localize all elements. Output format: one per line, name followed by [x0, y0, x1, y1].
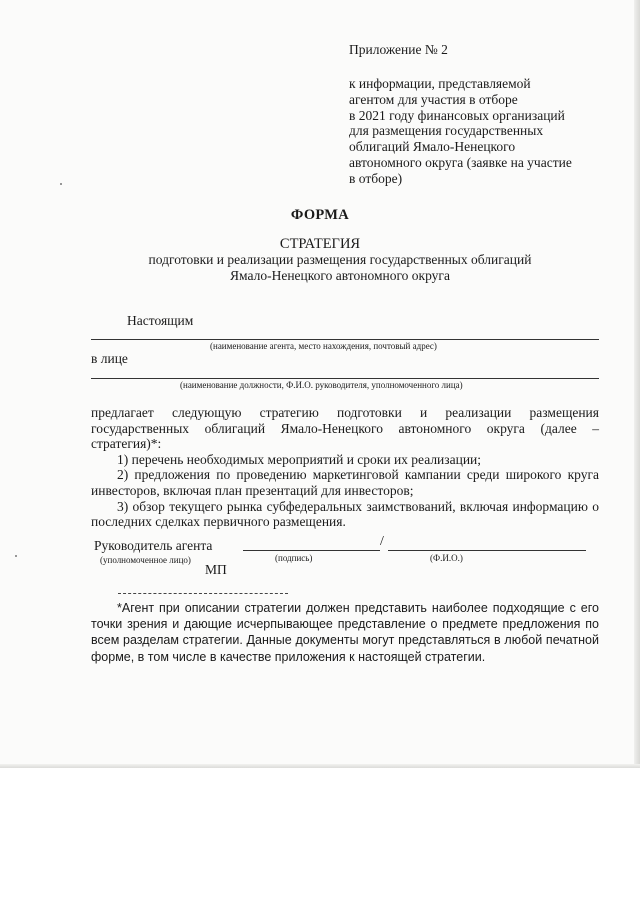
agent-caption: (наименование агента, место нахождения, почтовый адрес): [210, 341, 437, 351]
position-caption: (наименование должности, Ф.И.О. руководителя, уполномоченного лица): [180, 380, 463, 390]
position-line: [91, 378, 599, 379]
list-item: 1) перечень необходимых мероприятий и сроки их реализации;: [117, 451, 482, 467]
signature-caption: (подпись): [275, 553, 313, 563]
body-text: [91, 405, 599, 530]
form-label: ФОРМА: [290, 207, 350, 223]
document-subtitle: [80, 252, 600, 283]
appendix-note-line: к информации, представляемой: [349, 76, 531, 91]
scan-speck: [15, 555, 17, 557]
appendix-note: [349, 76, 609, 187]
footnote: *Агент при описании стратегии должен представить наиболее подходящие с его точки зрения и дающие исчерпывающее представление о предмете предложения по всем разделам стратегии. Данные документы могут представляться в любой печатной форме, в том числе в качестве приложения к настоящей стратегии.: [91, 601, 599, 664]
list-item: 2) предложения по проведению маркетинговой кампании среди широкого круга инвесторов, включая план презентаций для инвесторов;: [91, 467, 599, 498]
signature-line: [243, 550, 380, 551]
footnote-separator: [118, 593, 288, 594]
stamp-label: МП: [205, 562, 227, 577]
page-edge-shadow: [634, 0, 640, 768]
appendix-note-line: в отборе): [349, 170, 403, 186]
appendix-title: Приложение № 2: [349, 42, 448, 57]
appendix-note-line: облигаций Ямало-Ненецкого: [349, 139, 516, 155]
list-item: 3) обзор текущего рынка субфедеральных заимствований, включая информацию о последних сделках первичного размещения.: [91, 498, 599, 530]
appendix-note-line: в 2021 году финансовых организаций: [349, 107, 565, 123]
present-label: Настоящим: [127, 313, 194, 328]
agent-name-line: [91, 339, 599, 340]
slash: /: [380, 534, 384, 549]
authorized-caption: (уполномоченное лицо): [100, 555, 191, 565]
head-label: Руководитель агента: [94, 538, 213, 553]
face-label: в лице: [91, 351, 128, 366]
intro-paragraph: предлагает следующую стратегию подготовки и реализации размещения государственных облигаций Ямало-Ненецкого автономного округа (далее – стратегия)*:: [91, 405, 599, 452]
appendix-note-line: автономного округа (заявке на участие: [349, 154, 572, 170]
name-caption: (Ф.И.О.): [430, 553, 463, 563]
subtitle-line: Ямало-Ненецкого автономного округа: [230, 267, 450, 283]
document-title: СТРАТЕГИЯ: [279, 236, 361, 252]
subtitle-line: подготовки и реализации размещения государственных облигаций: [148, 252, 532, 267]
appendix-note-line: агентом для участия в отборе: [349, 91, 518, 107]
scan-speck: [60, 183, 62, 185]
page-bottom-shadow: [0, 764, 640, 768]
name-line: [388, 550, 586, 551]
appendix-note-line: для размещения государственных: [349, 123, 544, 139]
